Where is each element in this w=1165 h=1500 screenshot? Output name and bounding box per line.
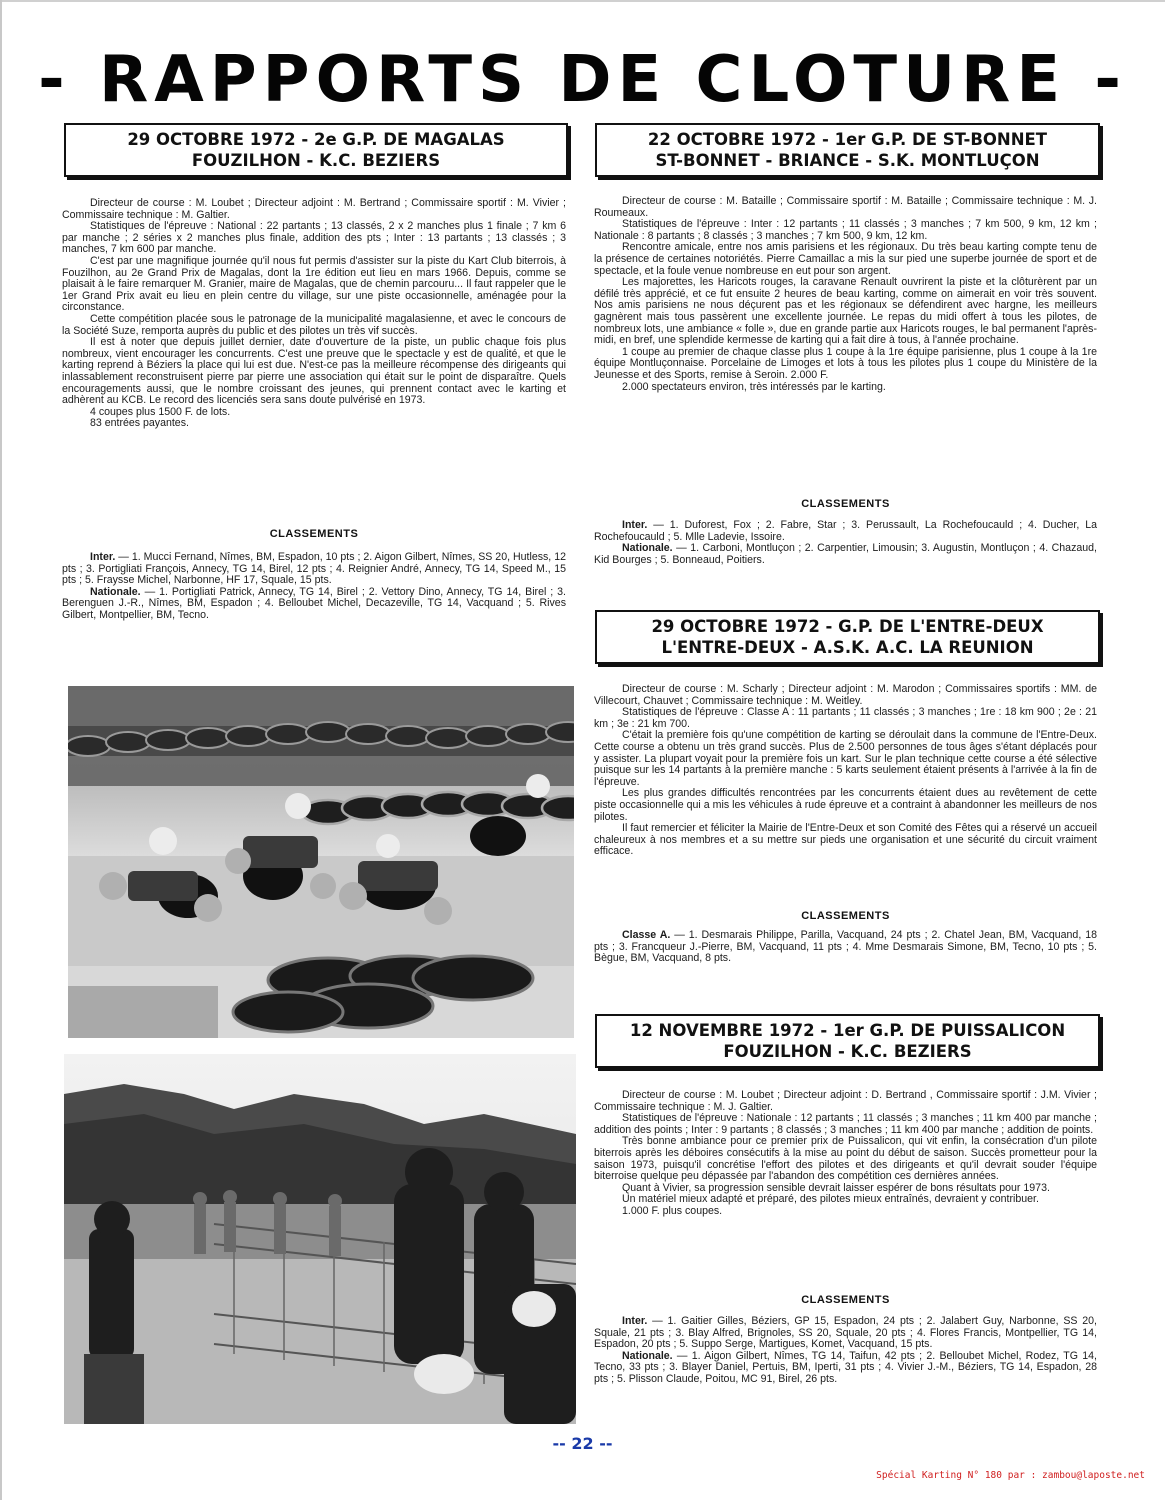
heading-line: FOUZILHON - K.C. BEZIERS [723, 1042, 972, 1061]
paragraph: 1.000 F. plus coupes. [622, 1204, 723, 1217]
paragraph: 1 coupe au premier de chaque classe plus 1 coupe à la 1re équipe parisienne, plus 1 coupe à la 1re équipe Montluçonnaise. Porcelaine de Limoges et lots à tous les pilotes plus 1 coupe du Ministère de la Jeunesse et des Sports, remise à Seroin. 2.000 F. [594, 345, 1097, 381]
classements-heading: CLASSEMENTS [801, 910, 890, 922]
results-text: — 1. Carboni, Montluçon ; 2. Carpentier, Limousin; 3. Augustin, Montluçon ; 4. Chazaud, Kid Bourges ; 5. Bonneaud, Poitiers. [594, 542, 1097, 566]
results-nationale [62, 587, 566, 622]
results-inter [594, 520, 1097, 543]
classements-heading: CLASSEMENTS [801, 498, 890, 510]
paragraph: 4 coupes plus 1500 F. de lots. [90, 405, 231, 418]
paragraph: Cette compétition placée sous le patronage de la municipalité magalasienne, et avec le concours de la Société Suze, remporta auprès du public et des pilotes un très vif succès. [62, 312, 566, 337]
paragraph: Il est à noter que depuis juillet dernier, date d'ouverture de la piste, un public chaque fois plus nombreux, vient encourager les concurrents. C'est une preuve que le spectacle y est de qualité, et que le karting reprend à Béziers la place qui lui est due. N'est-ce pas la meilleure récompense des dirigeants qui inlassablement reconstruisent pierre par pierre une association qui était sur le point de disparaître. Quels encouragements aussi, que le nombre croissant des jeunes, qui prennent contact avec le karting et adhèrent au KCB. Le record des licenciés sera sans doute pulvérisé en 1973. [62, 336, 566, 407]
photo-karts-racing [68, 686, 574, 1038]
paragraph: Rencontre amicale, entre nos amis parisiens et les régionaux. Du très beau karting compte tenu de la présence de certaines notoriétés. Pierre Camaillac a mis la sur pied une superbe journée de sport et de spectacle, et la foule venue nombreuse en eut pour son argent. [594, 241, 1097, 277]
results-text: — 1. Mucci Fernand, Nîmes, BM, Espadon, 10 pts ; 2. Aigon Gilbert, Nîmes, SS 20, Hutless, 12 pts ; 3. Portigliati François, Annecy, TG 14, Birel, 12 pts ; 4. Reignier André, Annecy, TG 14, Speed M., 15 pts ; 5. Fraysse Michel, Narbonne, HF 17, Squale, 15 pts. [62, 551, 566, 587]
paragraph: Il faut remercier et féliciter la Mairie de l'Entre-Deux et son Comité des Fêtes qui a réservé un accueil chaleureux à nos membres et a su mettre sur pieds une organisation et une sécurité du circuit vraiment efficace. [594, 822, 1097, 858]
results-label: Nationale. [622, 542, 673, 555]
paragraph: Directeur de course : M. Loubet ; Directeur adjoint : M. Bertrand ; Commissaire sportif : M. Vivier ; Commissaire technique : M. Galtier. [62, 197, 566, 221]
heading-line: 29 OCTOBRE 1972 - 2e G.P. DE MAGALAS [127, 130, 505, 149]
paragraph: Quant à Vivier, sa progression sensible devrait laisser espérer de bons résultats pour 1973. [622, 1181, 1050, 1194]
results-text: — 1. Gaitier Gilles, Béziers, GP 15, Espadon, 24 pts ; 2. Jalabert Guy, Narbonne, SS 20, Squale, 21 pts ; 3. Blay Alfred, Brignoles, SS 20, Squale, 20 pts ; 4. Flores Francis, Montpellier, TG 14, Espadon, 20 pts ; 5. Suppo Serge, Martigues, Komet, Vacquand, 15 pts. [594, 1315, 1097, 1351]
paragraph: Directeur de course : M. Loubet ; Directeur adjoint : D. Bertrand , Commissaire sportif : J.M. Vivier ; Commissaire technique : M. J. Galtier. [594, 1089, 1097, 1113]
results-label: Inter. [90, 551, 116, 563]
heading-line: L'ENTRE-DEUX - A.S.K. A.C. LA REUNION [661, 638, 1034, 657]
paragraph: Directeur de course : M. Bataille ; Commissaire sportif : M. Bataille ; Commissaire technique : M. J. Roumeaux. [594, 195, 1097, 219]
paragraph: Très bonne ambiance pour ce premier prix de Puissalicon, qui vit enfin, la consécration d'un pilote biterrois après les déboires consécutifs à la mise au point du début de saison. Succès prometteur pour la saison 1973, puisqu'il concrétise l'effort des pilotes et des dirigeants et qu'il devrait souder l'équipe biterroise quelque peu dépassée par l'abandon des compétition ces dernières années. [594, 1135, 1097, 1183]
section-heading-puissalicon [595, 1014, 1100, 1068]
heading-line: FOUZILHON - K.C. BEZIERS [191, 151, 441, 170]
photo-spectators [64, 1054, 576, 1424]
article-stbonnet [594, 196, 1097, 393]
paragraph: Un matériel mieux adapté et préparé, des pilotes mieux entraînés, devraient y contribuer. [622, 1193, 1039, 1206]
article-entredeux [594, 684, 1097, 858]
results-label: Nationale. [90, 585, 141, 598]
classements-heading: CLASSEMENTS [269, 528, 359, 540]
results-classe-a [594, 930, 1097, 965]
results-label: Inter. [622, 519, 648, 531]
results-nationale [594, 543, 1097, 566]
section-heading-magalas [64, 123, 568, 177]
results-text: — 1. Portigliati Patrick, Annecy, TG 14, Birel ; 2. Vettory Dino, Annecy, TG 14, Birel ; 3. Berenguen J.-R., Nîmes, BM, Espadon ; 4. Belloubet Michel, Decazeville, TG 14, Vacquand ; 5. Rives Gilbert, Montpellier, BM, Tecno. [62, 585, 566, 621]
heading-line: 22 OCTOBRE 1972 - 1er G.P. DE ST-BONNET [647, 130, 1048, 149]
results-label: Inter. [622, 1315, 648, 1327]
heading-line: 29 OCTOBRE 1972 - G.P. DE L'ENTRE-DEUX [651, 617, 1044, 636]
paragraph: Directeur de course : M. Scharly ; Directeur adjoint : M. Marodon ; Commissaires sportifs : MM. de Villecourt, Chauvet ; Commissaire technique : M. Weitley. [594, 683, 1097, 707]
paragraph: Les plus grandes difficultés rencontrées par les concurrents étaient dues au revêtement de cette piste occasionnelle qui a mis les véhicules à rude épreuve et a contraint à abandonner les meilleurs de nos pilotes. [594, 787, 1097, 823]
classements-heading: CLASSEMENTS [801, 1294, 890, 1306]
paragraph: C'est par une magnifique journée qu'il nous fut permis d'assister sur la piste du Kart Club biterrois, à Fouzilhon, au 2e Grand Prix de Magalas, dont la 1re édition eut lieu en mars 1966. Depuis, comme se plaisait à le faire remarquer M. Granier, maire de Magalas, que de chemin parcouru... Il faut rappeler que le 1er Grand Prix avait eu lieu en plein centre du village, sur une piste occasionnelle, aménagée pour la circonstance. [62, 254, 566, 314]
paragraph: Statistiques de l'épreuve : National : 22 partants ; 13 classés, 2 x 2 manches plus 1 finale ; 7 km 6 par manche ; 2 séries x 2 manches plus finale, addition des pts ; Inter : 13 partants ; 13 classés ; 3 manches, 7 km 600 par manche. [62, 220, 566, 256]
results-magalas [62, 552, 566, 622]
section-heading-stbonnet [595, 123, 1100, 177]
heading-line: 12 NOVEMBRE 1972 - 1er G.P. DE PUISSALICON [629, 1021, 1066, 1040]
paragraph: Statistiques de l'épreuve : Classe A : 11 partants ; 11 classés ; 3 manches ; 1re : 18 km 900 ; 2e : 21 km ; 3e : 21 km 700. [594, 706, 1097, 730]
paragraph: Statistiques de l'épreuve : Nationale : 12 partants ; 11 classés ; 3 manches ; 11 km 400 par manche ; addition des points ; Inter : 9 partants ; 8 classés ; 3 manches ; 11 km 400 par manche ; addition de points. [594, 1112, 1097, 1136]
results-label: Classe A. [622, 929, 671, 941]
section-heading-entredeux [595, 610, 1100, 664]
paragraph: Les majorettes, les Haricots rouges, la caravane Renault ouvrirent la piste et la clôturèrent par un défilé très apprécié, et ce fut ensuite 2 heures de beau karting, comme on aimerait en voir très souvent. Nos amis parisiens ne nous déçurent pas et les régionaux se défendirent avec hargne, les meilleurs gagnèrent mais tous passèrent une excellente journée. Le repas du midi offert à tous les pilotes, de nombreux lots, une ambiance « folle », due en grande partie aux Haricots rouges, le bal permanent l'après-midi, en bref, une splendide kermesse de karting qui a fait dire à tous, à l'année prochaine. [594, 276, 1097, 347]
page-title: - RAPPORTS DE CLOTURE - [38, 43, 1127, 117]
results-text: — 1. Duforest, Fox ; 2. Fabre, Star ; 3. Perussault, La Rochefoucauld ; 4. Ducher, La Rochefoucauld ; 5. Mlle Ladevie, Issoire. [594, 519, 1097, 543]
footer-credit: Spécial Karting N° 180 par : zambou@laposte.net [876, 1470, 1145, 1481]
article-magalas [62, 198, 566, 430]
page-border-left [0, 0, 2, 1500]
results-text: — 1. Aigon Gilbert, Nîmes, TG 14, Taifun, 42 pts ; 2. Belloubet Michel, Rodez, TG 14, Tecno, 33 pts ; 3. Blayer Daniel, Pertuis, BM, Iperti, 31 pts ; 4. Vivier J.-M., Béziers, TG 14, Espadon, 28 pts ; 5. Plisson Claude, Poitou, MC 91, Birel, 26 pts. [594, 1349, 1097, 1385]
results-inter [62, 552, 566, 587]
results-nationale [594, 1351, 1097, 1386]
results-entredeux [594, 930, 1097, 965]
page-number: -- 22 -- [552, 1434, 613, 1453]
results-stbonnet [594, 520, 1097, 566]
article-puissalicon [594, 1090, 1097, 1218]
paragraph: 2.000 spectateurs environ, très intéressés par le karting. [622, 380, 886, 393]
results-text: — 1. Desmarais Philippe, Parilla, Vacquand, 24 pts ; 2. Chatel Jean, BM, Vacquand, 18 pts ; 3. Francqueur J.-Pierre, BM, Vacquand, 11 pts ; 4. Mme Desmarais Simone, BM, Tecno, 10 pts ; 5. Bègue, BM, Vacquand, 8 pts. [594, 929, 1097, 965]
page-border-top [0, 0, 1165, 2]
paragraph: 83 entrées payantes. [90, 417, 189, 430]
paragraph: C'était la première fois qu'une compétition de karting se déroulait dans la commune de l'Entre-Deux. Cette course a obtenu un très grand succès. Plus de 2.500 personnes de tous âges s'étant déplacés pour y assister. La plupart voyait pour la première fois un kart. Sur le plan technique cette course a été sélective puisque sur les 14 partants à la première manche : 5 karts seulement étaient présents à l'arrivée à la fin de l'épreuve. [594, 729, 1097, 788]
results-puissalicon [594, 1316, 1097, 1386]
paragraph: Statistiques de l'épreuve : Inter : 12 partants ; 11 classés ; 3 manches ; 7 km 500, 9 km, 12 km ; Nationale : 8 partants ; 8 classés ; 3 manches ; 7 km 500, 9 km, 12 km. [594, 218, 1097, 242]
heading-line: ST-BONNET - BRIANCE - S.K. MONTLUÇON [655, 151, 1040, 170]
results-label: Nationale. [622, 1349, 673, 1362]
results-inter [594, 1316, 1097, 1351]
